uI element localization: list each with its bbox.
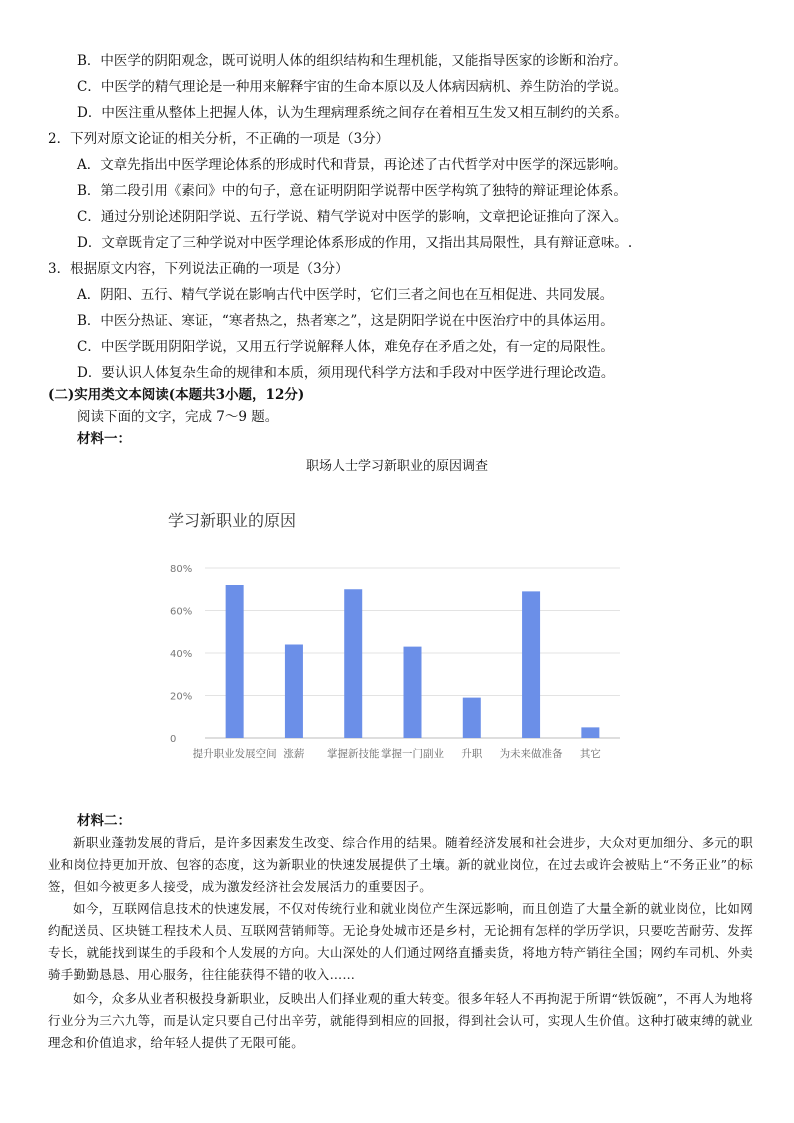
q1-option-b: B．中医学的阴阳观念，既可说明人体的组织结构和生理机能，又能指导医家的诊断和治疗。	[77, 53, 627, 69]
x-tick-label: 掌握新技能	[326, 748, 380, 760]
q3-option-b: B．中医分热证、寒证，“寒者热之，热者寒之”，这是阴阳学说在中医治疗中的具体运用。	[77, 313, 614, 329]
q3-option-d: D．要认识人体复杂生命的规律和本质，须用现代科学方法和手段对中医学进行理论改造。	[77, 365, 615, 381]
q1-option-c: C．中医学的精气理论是一种用来解释宇宙的生命本原以及人体病因病机、养生防治的学说。	[77, 79, 628, 95]
q2-option-d: D．文章既肯定了三种学说对中医学理论体系形成的作用，又指出其局限性，具有辩证意味。.	[77, 235, 633, 251]
chart-caption: 职场人士学习新职业的原因调查	[305, 459, 488, 474]
q3-option-c: C．中医学既用阴阳学说，又用五行学说解释人体，难免存在矛盾之处，有一定的局限性。	[77, 339, 614, 355]
material2-paragraph-3: 如今，众多从业者积极投身新职业，反映出人们择业观的重大转变。很多年轻人不再拘泥于所谓“铁饭碗”，不再人为地将行业分为三六九等，而是认定只要自己付出辛劳，就能得到相应的回报，得到社会认可，实现人生价值。这种打破束缚的就业理念和价值追求，给年轻人提供了无限可能。	[48, 991, 753, 1050]
x-tick-label: 为未来做准备	[499, 748, 563, 760]
section-instruction: 阅读下面的文字，完成 7～9 题。	[77, 409, 279, 425]
q2-option-c: C．通过分别论述阴阳学说、五行学说、精气学说对中医学的影响，文章把论证推向了深入。	[77, 209, 628, 225]
x-tick-label: 掌握一门副业	[381, 748, 444, 760]
bar-chart	[150, 500, 650, 780]
y-tick-label: 80%	[170, 564, 193, 575]
material-one-label: 材料一：	[77, 431, 131, 447]
x-tick-label: 升职	[461, 748, 483, 760]
material-two-label: 材料二：	[77, 813, 131, 829]
x-tick-label: 涨薪	[283, 748, 305, 760]
bar-1	[226, 585, 244, 738]
q3-stem: 3．根据原文内容，下列说法正确的一项是（3分）	[48, 261, 349, 277]
q1-option-d: D．中医注重从整体上把握人体，认为生理病理系统之间存在着相互生发又相互制约的关系。	[77, 105, 628, 121]
q3-option-a: A．阴阳、五行、精气学说在影响古代中医学时，它们三者之间也在互相促进、共同发展。	[77, 287, 614, 303]
bar-5	[463, 698, 481, 738]
q2-stem: 2．下列对原文论证的相关分析，不正确的一项是（3分）	[48, 131, 390, 147]
y-tick-label: 0	[170, 734, 177, 745]
material2-paragraph-1: 新职业蓬勃发展的背后，是许多因素发生改变、综合作用的结果。随着经济发展和社会进步，大众对更加细分、多元的职业和岗位持更加开放、包容的态度，这为新职业的快速发展提供了土壤。新的就业岗位，在过去或许会被贴上“不务正业”的标签，但如今被更多人接受，成为激发经济社会发展活力的重要因子。	[48, 835, 753, 894]
y-tick-label: 40%	[170, 649, 193, 660]
bar-3	[344, 589, 362, 738]
q2-option-a: A．文章先指出中医学理论体系的形成时代和背景，再论述了古代哲学对中医学的深远影响。	[77, 157, 627, 173]
bar-4	[404, 647, 422, 738]
x-tick-label: 其它	[579, 748, 601, 760]
bar-2	[285, 645, 303, 739]
material2-paragraph-2: 如今，互联网信息技术的快速发展，不仅对传统行业和就业岗位产生深远影响，而且创造了大量全新的就业岗位，比如网约配送员、区块链工程技术人员、互联网营销师等。无论身处城市还是乡村，无论拥有怎样的学历学识，只要吃苦耐劳、发挥专长，就能找到谋生的手段和个人发展的方向。大山深处的人们通过网络直播卖货，将地方特产销往全国；网约车司机、外卖骑手勤勤恳恳、用心服务，往往能获得不错的收入……	[48, 901, 753, 982]
y-tick-label: 60%	[170, 606, 193, 618]
bar-7	[581, 727, 599, 738]
y-tick-label: 20%	[170, 691, 193, 703]
x-tick-label: 提升职业发展空间	[192, 748, 277, 760]
chart-title: 学习新职业的原因	[168, 511, 297, 530]
q2-option-b: B．第二段引用《素问》中的句子，意在证明阴阳学说帮中医学构筑了独特的辩证理论体系。	[77, 183, 627, 199]
bar-6	[522, 591, 540, 738]
section-heading: (二)实用类文本阅读(本题共3小题，12分)	[48, 387, 305, 403]
